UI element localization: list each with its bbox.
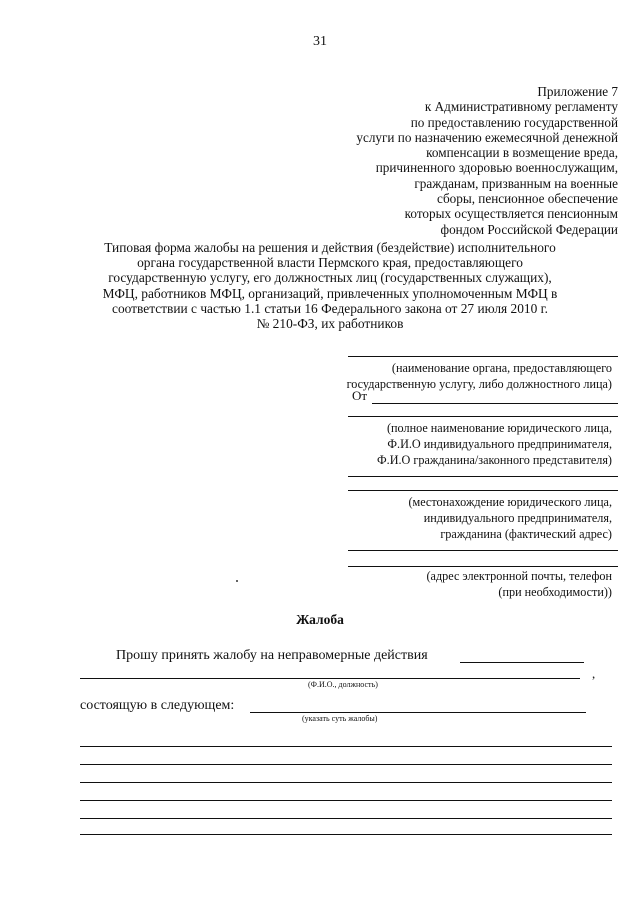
title-line: соответствии с частью 1.1 статьи 16 Федерального закона от 27 июля 2010 г. (112, 300, 548, 316)
fio-field-line[interactable] (80, 678, 580, 679)
from-line-2[interactable] (348, 416, 618, 417)
caption-line: (при необходимости)) (498, 585, 612, 599)
caption-line: Ф.И.О гражданина/законного представителя) (377, 453, 612, 467)
appendix-line: услуги по назначению ежемесячной денежной (356, 129, 618, 145)
blank-line[interactable] (80, 764, 612, 765)
form-title (60, 240, 600, 331)
caption-line: (адрес электронной почты, телефон (426, 569, 612, 583)
request-field-line[interactable] (460, 662, 584, 663)
organ-name-line[interactable] (348, 356, 618, 357)
fio-caption: (Ф.И.О., должность) (308, 680, 378, 689)
appendix-line: Приложение 7 (537, 84, 618, 99)
contact-line-1[interactable] (348, 550, 618, 551)
caption-line: Ф.И.О индивидуального предпринимателя, (387, 437, 612, 451)
caption-line: (наименование органа, предоставляющего (391, 361, 612, 375)
complaint-heading: Жалоба (296, 612, 344, 627)
title-line: № 210-ФЗ, их работников (256, 316, 404, 332)
blank-line[interactable] (80, 746, 612, 747)
appendix-block (288, 84, 618, 237)
address-line-2[interactable] (348, 490, 618, 491)
request-text: Прошу принять жалобу на неправомерные действия (116, 648, 428, 663)
title-line: государственную услугу, его должностных лиц (государственных служащих), (108, 270, 552, 286)
caption-line: государственную услугу, либо должностного лица) (346, 377, 612, 391)
essence-caption: (указать суть жалобы) (302, 714, 378, 723)
appendix-line: компенсации в возмещение вреда, (426, 145, 618, 161)
caption-line: индивидуального предпринимателя, (423, 511, 612, 525)
blank-line[interactable] (80, 818, 612, 819)
appendix-line: которых осуществляется пенсионным (404, 206, 618, 222)
contact-line-2[interactable] (348, 566, 618, 567)
address-line-1[interactable] (348, 476, 618, 477)
person-caption (312, 420, 612, 468)
title-line: Типовая форма жалобы на решения и действия (бездействие) исполнительного (104, 240, 556, 255)
page-number: 31 (313, 34, 327, 49)
appendix-line: к Административному регламенту (424, 99, 618, 115)
caption-line: (местонахождение юридического лица, (408, 495, 612, 509)
appendix-line: по предоставлению государственной (410, 114, 618, 130)
fio-comma: , (592, 666, 596, 681)
title-line: МФЦ, работников МФЦ, организаций, привлеченных уполномоченным МФЦ в (102, 285, 558, 301)
blank-line[interactable] (80, 800, 612, 801)
consisting-text: состоящую в следующем: (80, 698, 235, 713)
scan-speck (236, 580, 238, 582)
blank-line[interactable] (80, 834, 612, 835)
blank-line[interactable] (80, 782, 612, 783)
essence-field-line[interactable] (250, 712, 586, 713)
appendix-line: сборы, пенсионное обеспечение (436, 191, 618, 207)
contact-caption (312, 568, 612, 600)
caption-line: (полное наименование юридического лица, (386, 421, 612, 435)
from-label: От (352, 388, 368, 403)
appendix-line: фондом Российской Федерации (440, 221, 618, 237)
from-line[interactable] (372, 403, 618, 404)
appendix-line: гражданам, призванным на военные (414, 175, 618, 191)
title-line: органа государственной власти Пермского края, предоставляющего (137, 255, 523, 271)
appendix-line: причиненного здоровью военнослужащим, (375, 160, 618, 176)
location-caption (312, 494, 612, 542)
caption-line: гражданина (фактический адрес) (440, 527, 612, 541)
organ-caption (272, 360, 612, 392)
